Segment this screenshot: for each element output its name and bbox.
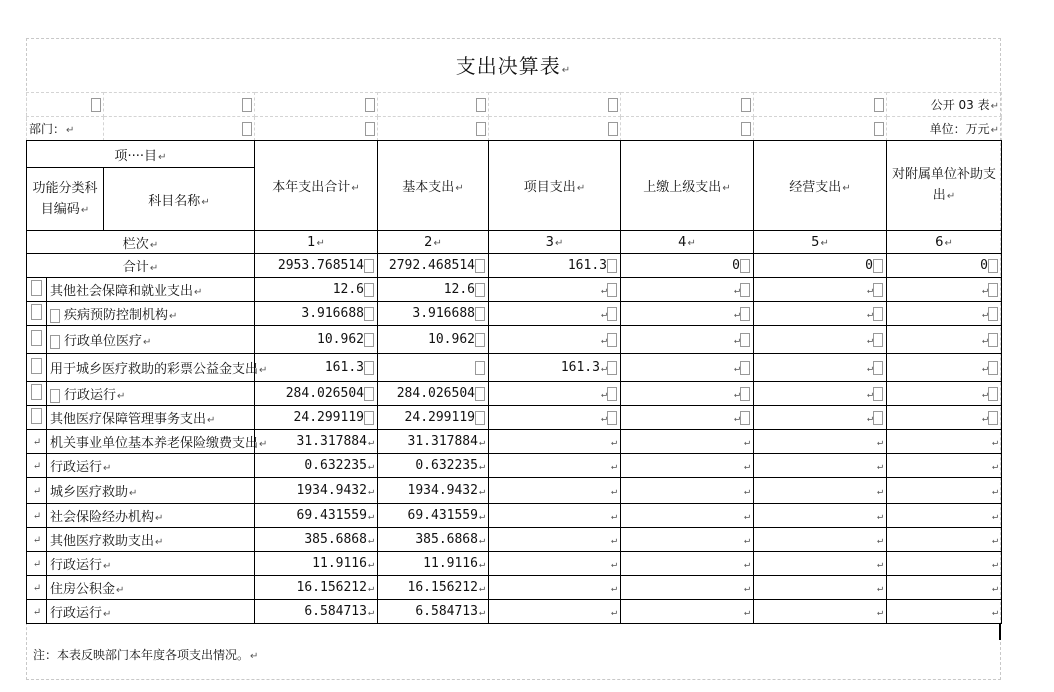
value-basic: 6.584713↵ bbox=[378, 600, 489, 624]
col-header-basic: 基本支出↵ bbox=[378, 141, 489, 231]
value-business: ↵ bbox=[754, 354, 887, 382]
col-index-1: 1↵ bbox=[255, 231, 378, 254]
table-row bbox=[27, 430, 1002, 454]
value-project: ↵ bbox=[489, 478, 621, 504]
checkbox-icon bbox=[50, 309, 60, 323]
subject-name-header: 科目名称↵ bbox=[104, 168, 255, 231]
checkbox-icon bbox=[31, 408, 42, 424]
value-project: 161.3↵ bbox=[489, 354, 621, 382]
value-total: 16.156212↵ bbox=[255, 576, 378, 600]
row-marker: ↵ bbox=[27, 552, 47, 576]
subject-name: 其他社会保障和就业支出↵ bbox=[47, 278, 255, 302]
value-business: ↵ bbox=[754, 454, 887, 478]
total-value: 161.3 bbox=[489, 254, 621, 278]
table-row bbox=[27, 354, 1002, 382]
table-row bbox=[27, 382, 1002, 406]
value-basic: 385.6868↵ bbox=[378, 528, 489, 552]
document-title: 支出决算表↵ bbox=[455, 54, 572, 78]
value-total: 24.299119 bbox=[255, 406, 378, 430]
row-marker bbox=[27, 354, 47, 382]
value-subsidy: ↵ bbox=[887, 430, 1002, 454]
value-total: 0.632235↵ bbox=[255, 454, 378, 478]
value-upper: ↵ bbox=[621, 504, 754, 528]
value-subsidy: ↵ bbox=[887, 326, 1002, 354]
value-total: 6.584713↵ bbox=[255, 600, 378, 624]
value-total: 1934.9432↵ bbox=[255, 478, 378, 504]
value-upper: ↵ bbox=[621, 454, 754, 478]
col-header-business: 经营支出↵ bbox=[754, 141, 887, 231]
table-row bbox=[27, 504, 1002, 528]
col-header-project: 项目支出↵ bbox=[489, 141, 621, 231]
table-row bbox=[27, 302, 1002, 326]
value-total: 161.3 bbox=[255, 354, 378, 382]
row-marker: ↵ bbox=[27, 430, 47, 454]
value-project: ↵ bbox=[489, 552, 621, 576]
total-row bbox=[27, 254, 1002, 278]
value-total: 3.916688 bbox=[255, 302, 378, 326]
value-project: ↵ bbox=[489, 504, 621, 528]
value-project: ↵ bbox=[489, 278, 621, 302]
row-marker: ↵ bbox=[27, 478, 47, 504]
value-upper: ↵ bbox=[621, 600, 754, 624]
value-total: 10.962 bbox=[255, 326, 378, 354]
subject-name: 行政运行↵ bbox=[47, 382, 255, 406]
value-subsidy: ↵ bbox=[887, 528, 1002, 552]
subject-name: 行政运行↵ bbox=[47, 454, 255, 478]
row-marker bbox=[27, 406, 47, 430]
table-row bbox=[27, 326, 1002, 354]
subject-name: 疾病预防控制机构↵ bbox=[47, 302, 255, 326]
col-header-total: 本年支出合计↵ bbox=[255, 141, 378, 231]
subject-name: 行政运行↵ bbox=[47, 600, 255, 624]
total-label: 合计↵ bbox=[27, 254, 255, 278]
value-total: 284.026504 bbox=[255, 382, 378, 406]
value-subsidy: ↵ bbox=[887, 354, 1002, 382]
value-subsidy: ↵ bbox=[887, 576, 1002, 600]
meta-grid bbox=[26, 92, 1002, 141]
col-index-5: 5↵ bbox=[754, 231, 887, 254]
subject-name: 行政运行↵ bbox=[47, 552, 255, 576]
subject-name: 社会保险经办机构↵ bbox=[47, 504, 255, 528]
value-project: ↵ bbox=[489, 576, 621, 600]
value-project: ↵ bbox=[489, 406, 621, 430]
value-business: ↵ bbox=[754, 406, 887, 430]
row-marker: ↵ bbox=[27, 454, 47, 478]
value-subsidy: ↵ bbox=[887, 382, 1002, 406]
col-index-2: 2↵ bbox=[378, 231, 489, 254]
total-value: 2953.768514 bbox=[255, 254, 378, 278]
value-upper: ↵ bbox=[621, 302, 754, 326]
value-business: ↵ bbox=[754, 504, 887, 528]
row-marker: ↵ bbox=[27, 528, 47, 552]
value-upper: ↵ bbox=[621, 576, 754, 600]
subject-name: 城乡医疗救助↵ bbox=[47, 478, 255, 504]
func-code-header: 功能分类科目编码↵ bbox=[27, 168, 104, 231]
col-index-6: 6↵ bbox=[887, 231, 1002, 254]
checkbox-icon bbox=[31, 280, 42, 296]
value-business: ↵ bbox=[754, 600, 887, 624]
value-total: 69.431559↵ bbox=[255, 504, 378, 528]
value-total: 12.6 bbox=[255, 278, 378, 302]
value-project: ↵ bbox=[489, 382, 621, 406]
value-basic: 284.026504 bbox=[378, 382, 489, 406]
table-row bbox=[27, 528, 1002, 552]
value-business: ↵ bbox=[754, 430, 887, 454]
total-value: 0 bbox=[754, 254, 887, 278]
value-total: 385.6868↵ bbox=[255, 528, 378, 552]
value-business: ↵ bbox=[754, 302, 887, 326]
value-subsidy: ↵ bbox=[887, 478, 1002, 504]
value-basic: 31.317884↵ bbox=[378, 430, 489, 454]
value-business: ↵ bbox=[754, 326, 887, 354]
table-row bbox=[27, 278, 1002, 302]
checkbox-icon bbox=[50, 389, 60, 403]
table-row bbox=[27, 406, 1002, 430]
value-subsidy: ↵ bbox=[887, 600, 1002, 624]
value-project: ↵ bbox=[489, 302, 621, 326]
table-row bbox=[27, 552, 1002, 576]
row-marker bbox=[27, 278, 47, 302]
subject-name: 其他医疗保障管理事务支出↵ bbox=[47, 406, 255, 430]
value-business: ↵ bbox=[754, 552, 887, 576]
col-index-3: 3↵ bbox=[489, 231, 621, 254]
value-business: ↵ bbox=[754, 382, 887, 406]
checkbox-icon bbox=[31, 358, 42, 374]
value-basic: 12.6 bbox=[378, 278, 489, 302]
value-upper: ↵ bbox=[621, 430, 754, 454]
row-marker: ↵ bbox=[27, 600, 47, 624]
row-marker bbox=[27, 326, 47, 354]
col-index-4: 4↵ bbox=[621, 231, 754, 254]
unit-label: 单位：万元↵ bbox=[887, 117, 1002, 141]
paragraph-mark: ↵ bbox=[561, 65, 572, 76]
value-project: ↵ bbox=[489, 454, 621, 478]
table-row bbox=[27, 600, 1002, 624]
value-subsidy: ↵ bbox=[887, 406, 1002, 430]
subject-header: 项····目↵ bbox=[27, 141, 255, 168]
total-value: 0 bbox=[621, 254, 754, 278]
col-header-subsidy: 对附属单位补助支出↵ bbox=[887, 141, 1002, 231]
footnote: 注：本表反映部门本年度各项支出情况。↵ bbox=[33, 648, 259, 662]
value-basic: 0.632235↵ bbox=[378, 454, 489, 478]
value-subsidy: ↵ bbox=[887, 454, 1002, 478]
col-index-label: 栏次↵ bbox=[27, 231, 255, 254]
table-row bbox=[27, 478, 1002, 504]
value-basic: 3.916688 bbox=[378, 302, 489, 326]
row-marker bbox=[27, 302, 47, 326]
value-basic bbox=[378, 354, 489, 382]
value-total: 11.9116↵ bbox=[255, 552, 378, 576]
checkbox-icon bbox=[31, 384, 42, 400]
value-subsidy: ↵ bbox=[887, 504, 1002, 528]
subject-name: 住房公积金↵ bbox=[47, 576, 255, 600]
value-total: 31.317884↵ bbox=[255, 430, 378, 454]
value-project: ↵ bbox=[489, 528, 621, 552]
checkbox-icon bbox=[31, 304, 42, 320]
checkbox-icon bbox=[31, 330, 42, 346]
value-upper: ↵ bbox=[621, 478, 754, 504]
table-row bbox=[27, 454, 1002, 478]
value-upper: ↵ bbox=[621, 354, 754, 382]
value-business: ↵ bbox=[754, 278, 887, 302]
value-upper: ↵ bbox=[621, 406, 754, 430]
value-business: ↵ bbox=[754, 478, 887, 504]
value-project: ↵ bbox=[489, 600, 621, 624]
table-row bbox=[27, 576, 1002, 600]
text-cursor bbox=[999, 624, 1001, 640]
checkbox-icon bbox=[50, 335, 60, 349]
value-business: ↵ bbox=[754, 576, 887, 600]
value-basic: 1934.9432↵ bbox=[378, 478, 489, 504]
value-basic: 11.9116↵ bbox=[378, 552, 489, 576]
row-marker bbox=[27, 382, 47, 406]
total-value: 0 bbox=[887, 254, 1002, 278]
table-code: 公开 03 表↵ bbox=[887, 93, 1002, 117]
value-upper: ↵ bbox=[621, 326, 754, 354]
subject-name: 用于城乡医疗救助的彩票公益金支出↵ bbox=[47, 354, 255, 382]
value-upper: ↵ bbox=[621, 552, 754, 576]
expenditure-table bbox=[26, 140, 1002, 624]
value-subsidy: ↵ bbox=[887, 552, 1002, 576]
value-subsidy: ↵ bbox=[887, 302, 1002, 326]
value-business: ↵ bbox=[754, 528, 887, 552]
row-marker: ↵ bbox=[27, 504, 47, 528]
value-project: ↵ bbox=[489, 430, 621, 454]
value-basic: 16.156212↵ bbox=[378, 576, 489, 600]
value-basic: 10.962 bbox=[378, 326, 489, 354]
value-upper: ↵ bbox=[621, 278, 754, 302]
value-basic: 24.299119 bbox=[378, 406, 489, 430]
value-subsidy: ↵ bbox=[887, 278, 1002, 302]
value-basic: 69.431559↵ bbox=[378, 504, 489, 528]
value-project: ↵ bbox=[489, 326, 621, 354]
subject-name: 其他医疗救助支出↵ bbox=[47, 528, 255, 552]
col-header-upper: 上缴上级支出↵ bbox=[621, 141, 754, 231]
row-marker: ↵ bbox=[27, 576, 47, 600]
dept-label: 部门：↵ bbox=[27, 117, 104, 141]
total-value: 2792.468514 bbox=[378, 254, 489, 278]
subject-name: 行政单位医疗↵ bbox=[47, 326, 255, 354]
subject-name: 机关事业单位基本养老保险缴费支出↵ bbox=[47, 430, 255, 454]
value-upper: ↵ bbox=[621, 382, 754, 406]
value-upper: ↵ bbox=[621, 528, 754, 552]
